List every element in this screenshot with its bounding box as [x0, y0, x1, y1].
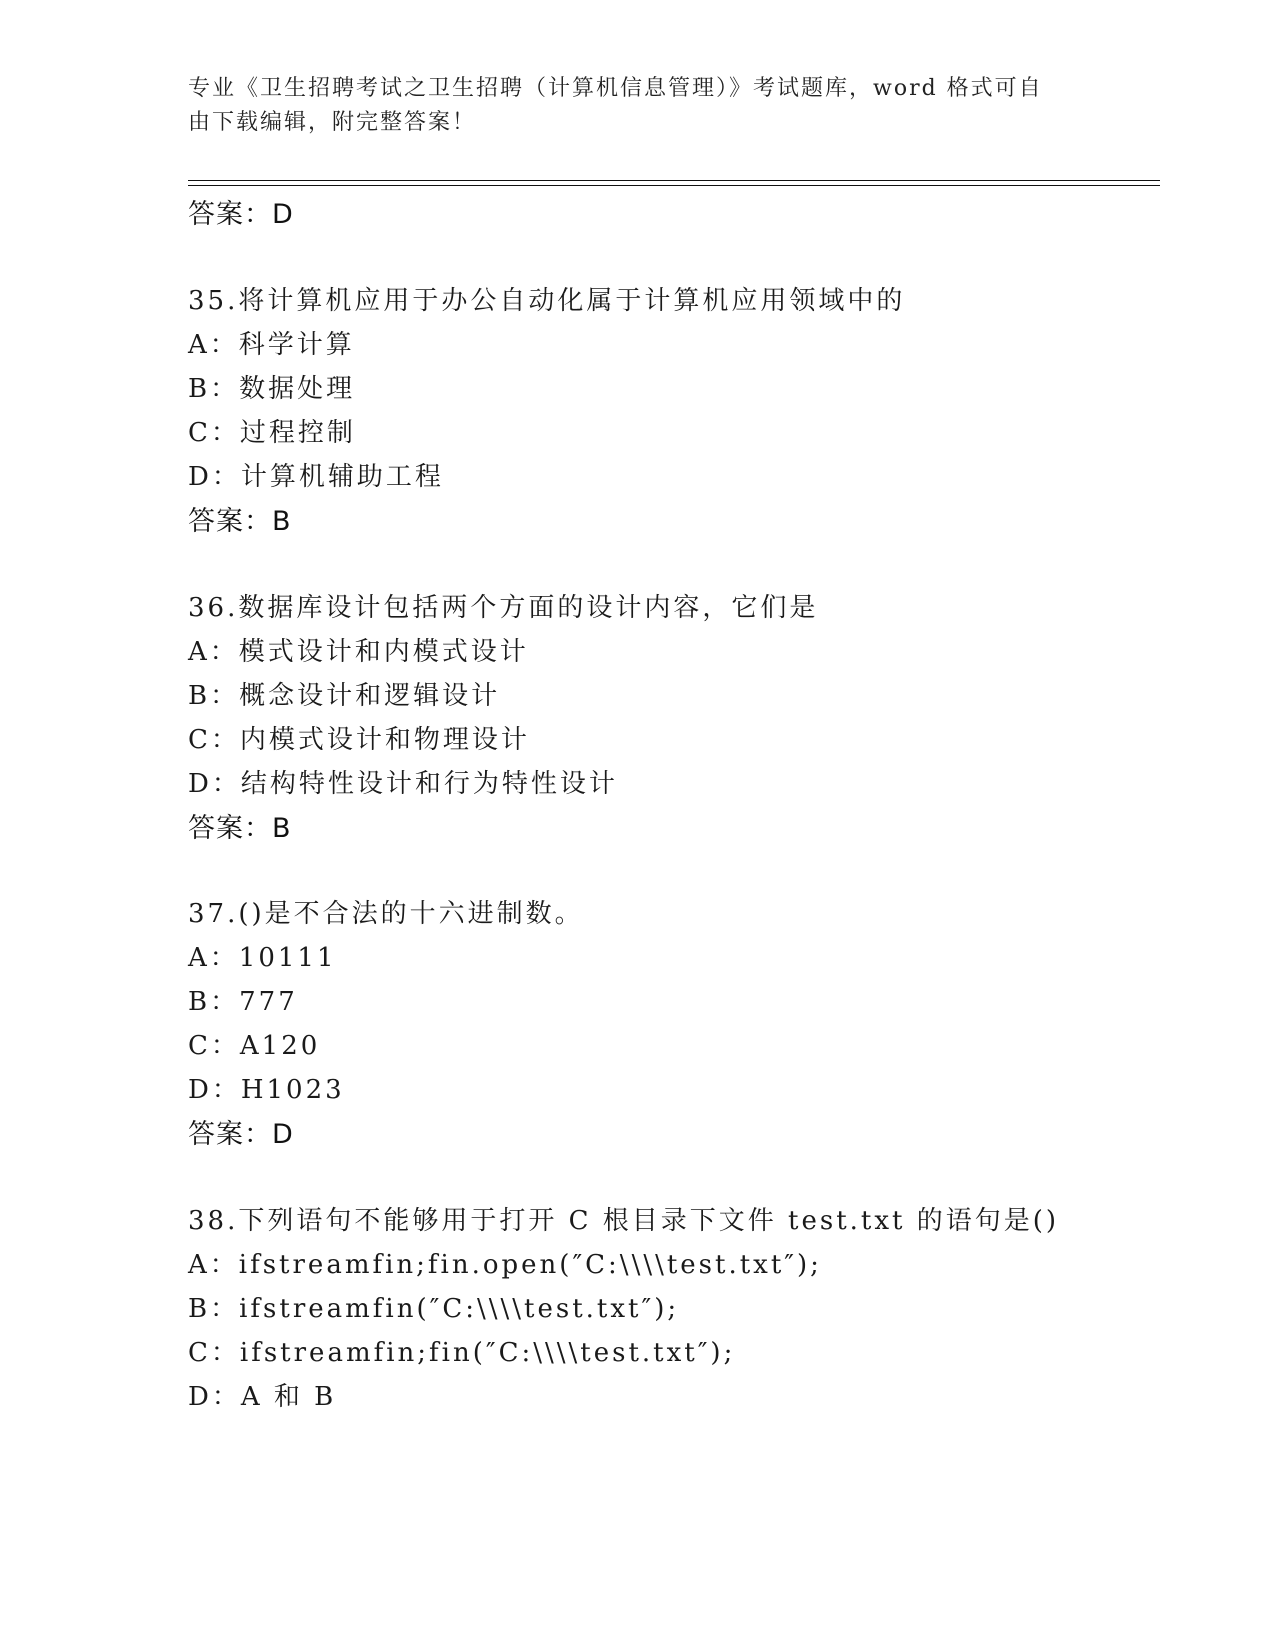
option-d: D：A 和 B — [188, 1382, 337, 1412]
option-d: D：结构特性设计和行为特性设计 — [188, 769, 618, 799]
option-c: C：ifstreamfin;fin(″C:\\\\test.txt″); — [188, 1338, 736, 1368]
header-rule-top — [188, 180, 1160, 181]
option-b: B：ifstreamfin(″C:\\\\test.txt″); — [188, 1294, 680, 1324]
option-b: B：777 — [188, 987, 298, 1017]
answer-line: 答案：B — [188, 813, 292, 844]
option-b: B：数据处理 — [188, 374, 356, 404]
question-stem: 38.下列语句不能够用于打开 C 根目录下文件 test.txt 的语句是() — [188, 1206, 1060, 1236]
option-d: D：H1023 — [188, 1075, 345, 1105]
option-a: A：科学计算 — [188, 330, 355, 360]
header-line-2: 由下载编辑，附完整答案！ — [188, 110, 477, 135]
answer-line: 答案：B — [188, 506, 292, 537]
header-line-1: 专业《卫生招聘考试之卫生招聘（计算机信息管理）》考试题库，word 格式可自 — [188, 76, 1043, 101]
question-stem: 37.()是不合法的十六进制数。 — [188, 899, 584, 929]
answer-line: 答案：D — [188, 199, 294, 230]
option-a: A：ifstreamfin;fin.open(″C:\\\\test.txt″); — [188, 1250, 822, 1280]
option-a: A：10111 — [188, 943, 337, 973]
option-b: B：概念设计和逻辑设计 — [188, 681, 501, 711]
option-d: D：计算机辅助工程 — [188, 462, 444, 492]
option-c: C：内模式设计和物理设计 — [188, 725, 530, 755]
option-a: A：模式设计和内模式设计 — [188, 637, 529, 667]
option-c: C：过程控制 — [188, 418, 356, 448]
answer-line: 答案：D — [188, 1119, 294, 1150]
header-rule-bottom — [188, 185, 1160, 186]
document-header — [188, 72, 1088, 140]
option-c: C：A120 — [188, 1031, 321, 1061]
question-stem: 36.数据库设计包括两个方面的设计内容，它们是 — [188, 593, 819, 623]
question-stem: 35.将计算机应用于办公自动化属于计算机应用领域中的 — [188, 286, 906, 316]
